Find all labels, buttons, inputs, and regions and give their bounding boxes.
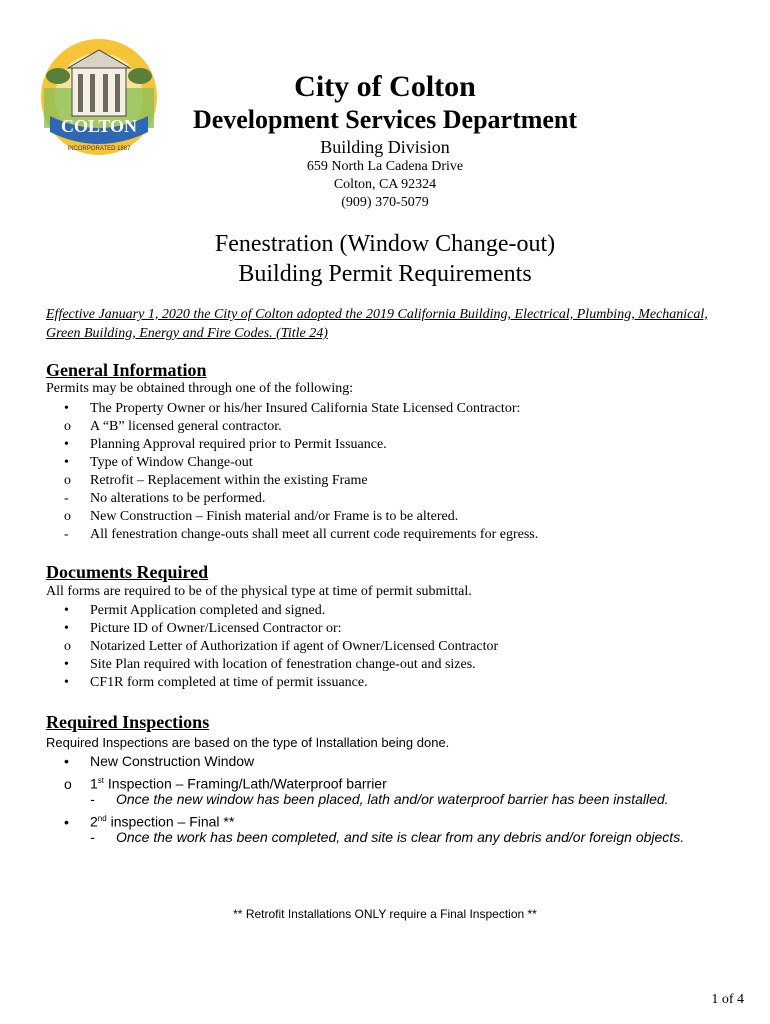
list-item: • Picture ID of Owner/Licensed Contractor or: (64, 621, 342, 636)
list-item: o Notarized Letter of Authorization if agent of Owner/Licensed Contractor (64, 639, 499, 654)
documents-required-intro: All forms are required to be of the physical type at time of permit submittal. (46, 584, 472, 599)
address-line-1: 659 North La Cadena Drive (306, 159, 464, 174)
address-line-2: Colton, CA 92324 (333, 177, 437, 192)
svg-text:INCORPORATED 1887: INCORPORATED 1887 (67, 146, 131, 152)
list-item: • CF1R form completed at time of permit issuance. (64, 675, 368, 690)
list-item: o 1st Inspection – Framing/Lath/Waterproof barrier (64, 775, 387, 792)
list-item: - Once the new window has been placed, lath and/or waterproof barrier has been installed. (90, 791, 669, 807)
effective-date-note: Effective January 1, 2020 the City of Colton adopted the 2019 California Building, Electrical, Plumbing, Mechanical, Green Building, Energy and Fire Codes. (Title 24) (46, 307, 708, 341)
list-item: o A “B” licensed general contractor. (64, 419, 282, 434)
list-item: - Once the work has been completed, and site is clear from any debris and/or foreign objects. (90, 829, 685, 845)
document-title-line-1: Fenestration (Window Change-out) (214, 231, 556, 257)
city-title: City of Colton (294, 70, 476, 103)
list-item: - No alterations to be performed. (64, 491, 266, 506)
documents-required-list (64, 602, 498, 692)
list-item: • New Construction Window (64, 753, 255, 769)
general-information-heading: General Information (46, 360, 207, 380)
list-item: • Permit Application completed and signed. (64, 603, 326, 618)
general-information-list (64, 400, 538, 544)
list-item: • Type of Window Change-out (64, 455, 253, 470)
page-number: 1 of 4 (711, 992, 744, 1007)
svg-text:COLTON: COLTON (60, 116, 138, 136)
division-title: Building Division (320, 137, 450, 157)
department-title: Development Services Department (192, 105, 578, 134)
list-item: • Planning Approval required prior to Permit Issuance. (64, 437, 387, 452)
list-item: • The Property Owner or his/her Insured California State Licensed Contractor: (64, 401, 521, 416)
documents-required-heading: Documents Required (46, 562, 209, 582)
list-item: - All fenestration change-outs shall meet all current code requirements for egress. (64, 527, 539, 542)
general-information-intro: Permits may be obtained through one of the following: (46, 381, 354, 396)
list-item: • Site Plan required with location of fenestration change-out and sizes. (64, 657, 476, 672)
list-item: o New Construction – Finish material and/or Frame is to be altered. (64, 509, 459, 524)
retrofit-note: ** Retrofit Installations ONLY require a Final Inspection ** (233, 907, 537, 921)
list-item: • 2nd inspection – Final ** (64, 813, 235, 830)
required-inspections-heading: Required Inspections (46, 712, 210, 732)
list-item: o Retrofit – Replacement within the existing Frame (64, 473, 368, 488)
document-title-line-2: Building Permit Requirements (238, 261, 532, 287)
phone-number: (909) 370-5079 (341, 195, 429, 210)
required-inspections-list (64, 752, 684, 847)
required-inspections-intro: Required Inspections are based on the type of Installation being done. (46, 735, 450, 750)
